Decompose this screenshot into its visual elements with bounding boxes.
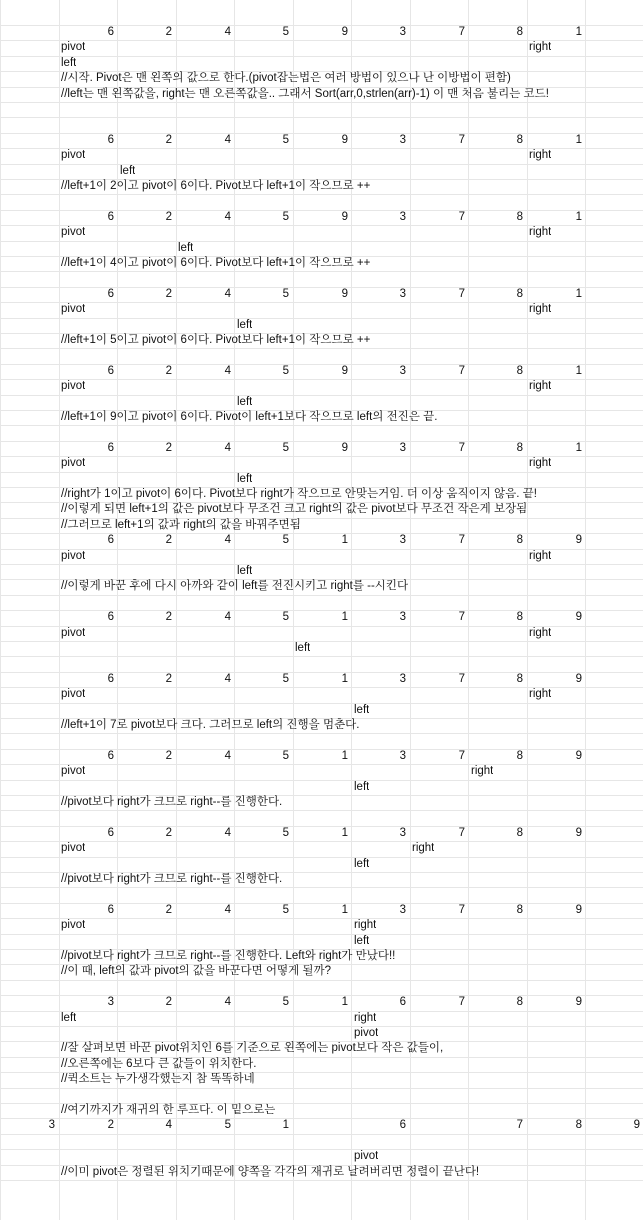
number-cell[interactable]: 1 [575,211,582,223]
number-cell[interactable]: 6 [107,442,114,454]
number-cell[interactable]: 4 [224,365,231,377]
number-cell[interactable]: 5 [282,134,289,146]
grid-row-line [0,1088,643,1089]
grid-row-line [0,980,643,981]
text-cell[interactable]: right [529,688,552,700]
grid-row-line [0,348,643,349]
number-cell[interactable]: 7 [458,904,465,916]
number-cell[interactable]: 5 [282,26,289,38]
number-cell[interactable]: 6 [107,611,114,623]
number-cell[interactable]: 9 [575,534,582,546]
number-cell[interactable]: 8 [516,26,523,38]
number-cell[interactable]: 2 [165,996,172,1008]
number-cell[interactable]: 9 [575,996,582,1008]
grid-row-line [0,1026,643,1027]
number-cell[interactable]: 3 [399,442,406,454]
number-cell[interactable]: 8 [516,288,523,300]
number-cell[interactable]: 5 [282,211,289,223]
number-cell[interactable]: 4 [224,611,231,623]
text-cell[interactable]: left [120,165,136,177]
number-cell[interactable]: 8 [516,673,523,685]
number-cell[interactable]: 7 [458,534,465,546]
number-cell[interactable]: 5 [282,827,289,839]
grid-row-line [0,1134,643,1135]
text-cell[interactable]: //right가 1이고 pivot이 6이다. Pivot보다 right가 작으므로 안맞는거임. 더 이상 움직이지 않음. 끝! [61,488,537,500]
text-cell[interactable]: //left+1이 7로 pivot보다 크다. 그러므로 left의 진행을 멈춘다. [61,719,360,731]
number-cell[interactable]: 7 [458,827,465,839]
number-cell[interactable]: 5 [282,534,289,546]
number-cell[interactable]: 5 [282,996,289,1008]
number-cell[interactable]: 4 [224,750,231,762]
number-cell[interactable]: 7 [458,673,465,685]
number-cell[interactable]: 8 [516,365,523,377]
number-cell[interactable]: 8 [516,442,523,454]
number-cell[interactable]: 3 [399,134,406,146]
number-cell[interactable]: 7 [458,288,465,300]
number-cell[interactable]: 3 [48,1119,55,1131]
number-cell[interactable]: 4 [224,904,231,916]
grid-row-line [0,241,643,242]
text-cell[interactable]: pivot [61,765,86,777]
number-cell[interactable]: 8 [516,534,523,546]
grid-row-line [0,194,643,195]
grid-row-line [0,164,643,165]
number-cell[interactable]: 7 [458,996,465,1008]
number-cell[interactable]: 8 [516,611,523,623]
number-cell[interactable]: 6 [107,827,114,839]
grid-row-line [0,117,643,118]
text-cell[interactable]: left [237,565,253,577]
number-cell[interactable]: 3 [399,904,406,916]
number-cell[interactable]: 6 [107,904,114,916]
grid-row-line [0,472,643,473]
grid-row-line [0,564,643,565]
number-cell[interactable]: 7 [458,26,465,38]
text-cell[interactable]: pivot [61,149,86,161]
number-cell[interactable]: 3 [107,996,114,1008]
number-cell[interactable]: 3 [399,611,406,623]
grid-row-line [0,595,643,596]
number-cell[interactable]: 9 [341,288,348,300]
number-cell[interactable]: 6 [399,1119,406,1131]
text-cell[interactable]: pivot [61,380,86,392]
text-cell[interactable]: //pivot보다 right가 크므로 right--를 진행한다. Left와 right가 만났다!! [61,950,396,962]
number-cell[interactable]: 9 [341,211,348,223]
text-cell[interactable]: right [529,226,552,238]
number-cell[interactable]: 3 [399,365,406,377]
number-cell[interactable]: 3 [399,288,406,300]
text-cell[interactable]: right [354,919,377,931]
grid-row-line [0,733,643,734]
number-cell[interactable]: 1 [341,611,348,623]
number-cell[interactable]: 2 [107,1119,114,1131]
number-cell[interactable]: 3 [399,827,406,839]
text-cell[interactable]: left [61,57,77,69]
text-cell[interactable]: //이렇게 바꾼 후에 다시 아까와 같이 left를 전진시키고 right를 --시킨다 [61,580,409,592]
text-cell[interactable]: left [354,704,370,716]
number-cell[interactable]: 4 [224,827,231,839]
grid-row-line [0,887,643,888]
text-cell[interactable]: pivot [61,842,86,854]
text-cell[interactable]: right [529,627,552,639]
text-cell[interactable]: //오른쪽에는 6보다 큰 값들이 위치한다. [61,1058,257,1070]
number-cell[interactable]: 1 [575,442,582,454]
text-cell[interactable]: right [354,1012,377,1024]
number-cell[interactable]: 1 [341,673,348,685]
number-cell[interactable]: 4 [224,534,231,546]
number-cell[interactable]: 4 [165,1119,172,1131]
number-cell[interactable]: 1 [341,996,348,1008]
number-cell[interactable]: 9 [341,26,348,38]
text-cell[interactable]: right [529,380,552,392]
number-cell[interactable]: 6 [107,534,114,546]
grid-row-line [0,841,643,842]
number-cell[interactable]: 6 [399,996,406,1008]
text-cell[interactable]: //잘 살펴보면 바꾼 pivot위치인 6를 기준으로 왼쪽에는 pivot보다 작은 값들이, [61,1042,444,1054]
number-cell[interactable]: 9 [575,673,582,685]
text-cell[interactable]: //시작. Pivot은 맨 왼쪽의 값으로 한다.(pivot잡는법은 여러 방법이 있으나 난 이방법이 편함) [61,72,511,84]
number-cell[interactable]: 9 [633,1119,640,1131]
text-cell[interactable]: //그러므로 left+1의 값과 right의 값을 바꿔주면됨 [61,519,301,531]
text-cell[interactable]: right [529,457,552,469]
grid-row-line [0,1011,643,1012]
text-cell[interactable]: pivot [61,226,86,238]
number-cell[interactable]: 7 [458,611,465,623]
number-cell[interactable]: 7 [458,750,465,762]
grid-row-line [0,934,643,935]
text-cell[interactable]: //pivot보다 right가 크므로 right--를 진행한다. [61,796,283,808]
number-cell[interactable]: 2 [165,827,172,839]
text-cell[interactable]: pivot [354,1027,379,1039]
text-cell[interactable]: right [412,842,435,854]
text-cell[interactable]: left [354,781,370,793]
number-cell[interactable]: 2 [165,904,172,916]
number-cell[interactable]: 4 [224,673,231,685]
grid-row-line [0,395,643,396]
text-cell[interactable]: left [61,1012,77,1024]
number-cell[interactable]: 6 [107,673,114,685]
text-cell[interactable]: //이미 pivot은 정렬된 위치기때문에 양쪽을 각각의 재귀로 날려버리면 정렬이 끝난다! [61,1166,480,1178]
text-cell[interactable]: //left+1이 4이고 pivot이 6이다. Pivot보다 left+1이 작으므로 ++ [61,257,371,269]
text-cell[interactable]: //left+1이 2이고 pivot이 6이다. Pivot보다 left+1이 작으므로 ++ [61,180,371,192]
text-cell[interactable]: left [237,396,253,408]
number-cell[interactable]: 6 [107,750,114,762]
number-cell[interactable]: 4 [224,211,231,223]
number-cell[interactable]: 2 [165,750,172,762]
number-cell[interactable]: 9 [575,827,582,839]
number-cell[interactable]: 8 [516,211,523,223]
number-cell[interactable]: 3 [399,750,406,762]
grid-row-line [0,780,643,781]
number-cell[interactable]: 5 [282,288,289,300]
text-cell[interactable]: pivot [61,627,86,639]
number-cell[interactable]: 2 [165,442,172,454]
number-cell[interactable]: 9 [341,442,348,454]
number-cell[interactable]: 4 [224,26,231,38]
number-cell[interactable]: 2 [165,134,172,146]
number-cell[interactable]: 9 [341,134,348,146]
number-cell[interactable]: 2 [165,365,172,377]
number-cell[interactable]: 1 [341,827,348,839]
number-cell[interactable]: 8 [516,827,523,839]
number-cell[interactable]: 7 [516,1119,523,1131]
number-cell[interactable]: 5 [282,611,289,623]
number-cell[interactable]: 9 [575,611,582,623]
number-cell[interactable]: 2 [165,534,172,546]
number-cell[interactable]: 2 [165,26,172,38]
number-cell[interactable]: 1 [341,750,348,762]
number-cell[interactable]: 9 [575,750,582,762]
number-cell[interactable]: 6 [107,211,114,223]
number-cell[interactable]: 5 [282,904,289,916]
number-cell[interactable]: 2 [165,211,172,223]
number-cell[interactable]: 2 [165,611,172,623]
grid-row-line [0,641,643,642]
number-cell[interactable]: 5 [282,750,289,762]
number-cell[interactable]: 6 [107,134,114,146]
text-cell[interactable]: left [295,642,311,654]
grid-row-line [0,918,643,919]
number-cell[interactable]: 4 [224,134,231,146]
grid-row-line [0,102,643,103]
number-cell[interactable]: 2 [165,288,172,300]
number-cell[interactable]: 7 [458,134,465,146]
text-cell[interactable]: pivot [61,550,86,562]
text-cell[interactable]: //이 때, left의 값과 pivot의 값을 바꾼다면 어떻게 될까? [61,965,332,977]
text-cell[interactable]: //left는 맨 왼쪽값을, right는 맨 오른쪽값을.. 그래서 Sort(arr,0,strlen(arr)-1) 이 맨 처음 불리는 코드! [61,88,549,100]
grid-row-line [0,764,643,765]
number-cell[interactable]: 5 [282,442,289,454]
grid-row-line [0,1180,643,1181]
number-cell[interactable]: 1 [575,288,582,300]
text-cell[interactable]: left [237,473,253,485]
number-cell[interactable]: 1 [341,904,348,916]
text-cell[interactable]: //이렇게 되면 left+1의 값은 pivot보다 무조건 크고 right의 값은 pivot보다 무조건 작은게 보장됨 [61,503,528,515]
number-cell[interactable]: 5 [282,365,289,377]
number-cell[interactable]: 4 [224,996,231,1008]
number-cell[interactable]: 2 [165,673,172,685]
text-cell[interactable]: left [178,242,194,254]
number-cell[interactable]: 6 [107,365,114,377]
number-cell[interactable]: 8 [516,750,523,762]
number-cell[interactable]: 5 [224,1119,231,1131]
number-cell[interactable]: 5 [282,673,289,685]
text-cell[interactable]: pivot [61,41,86,53]
text-cell[interactable]: left [354,935,370,947]
text-cell[interactable]: //퀵소트는 누가생각했는지 참 똑똑하네 [61,1073,255,1085]
number-cell[interactable]: 7 [458,365,465,377]
grid-row-line [0,810,643,811]
number-cell[interactable]: 1 [282,1119,289,1131]
number-cell[interactable]: 3 [399,534,406,546]
text-cell[interactable]: pivot [61,688,86,700]
number-cell[interactable]: 1 [341,534,348,546]
number-cell[interactable]: 3 [399,211,406,223]
grid-row-line [0,425,643,426]
text-cell[interactable]: right [529,550,552,562]
number-cell[interactable]: 4 [224,442,231,454]
text-cell[interactable]: pivot [354,1150,379,1162]
text-cell[interactable]: //여기까지가 재귀의 한 루프다. 이 밑으로는 [61,1104,276,1116]
number-cell[interactable]: 1 [575,134,582,146]
number-cell[interactable]: 8 [516,134,523,146]
text-cell[interactable]: right [529,303,552,315]
number-cell[interactable]: 8 [516,904,523,916]
number-cell[interactable]: 8 [516,996,523,1008]
number-cell[interactable]: 7 [458,442,465,454]
grid-row-line [0,318,643,319]
grid-row-line [0,1149,643,1150]
number-cell[interactable]: 8 [575,1119,582,1131]
number-cell[interactable]: 3 [399,26,406,38]
text-cell[interactable]: left [354,858,370,870]
number-cell[interactable]: 9 [575,904,582,916]
number-cell[interactable]: 6 [107,26,114,38]
grid-row-line [0,56,643,57]
text-cell[interactable]: right [529,41,552,53]
number-cell[interactable]: 1 [575,365,582,377]
text-cell[interactable]: //pivot보다 right가 크므로 right--를 진행한다. [61,873,283,885]
text-cell[interactable]: //left+1이 5이고 pivot이 6이다. Pivot보다 left+1이 작으므로 ++ [61,334,371,346]
grid-row-line [0,656,643,657]
text-cell[interactable]: right [471,765,494,777]
text-cell[interactable]: pivot [61,303,86,315]
grid-row-line [0,857,643,858]
grid-row-line [0,703,643,704]
number-cell[interactable]: 6 [107,288,114,300]
number-cell[interactable]: 4 [224,288,231,300]
text-cell[interactable]: left [237,319,253,331]
number-cell[interactable]: 1 [575,26,582,38]
text-cell[interactable]: pivot [61,919,86,931]
number-cell[interactable]: 7 [458,211,465,223]
number-cell[interactable]: 9 [341,365,348,377]
number-cell[interactable]: 3 [399,673,406,685]
text-cell[interactable]: pivot [61,457,86,469]
text-cell[interactable]: //left+1이 9이고 pivot이 6이다. Pivot이 left+1보다 작으므로 left의 전진은 끝. [61,411,438,423]
grid-row-line [0,271,643,272]
text-cell[interactable]: right [529,149,552,161]
